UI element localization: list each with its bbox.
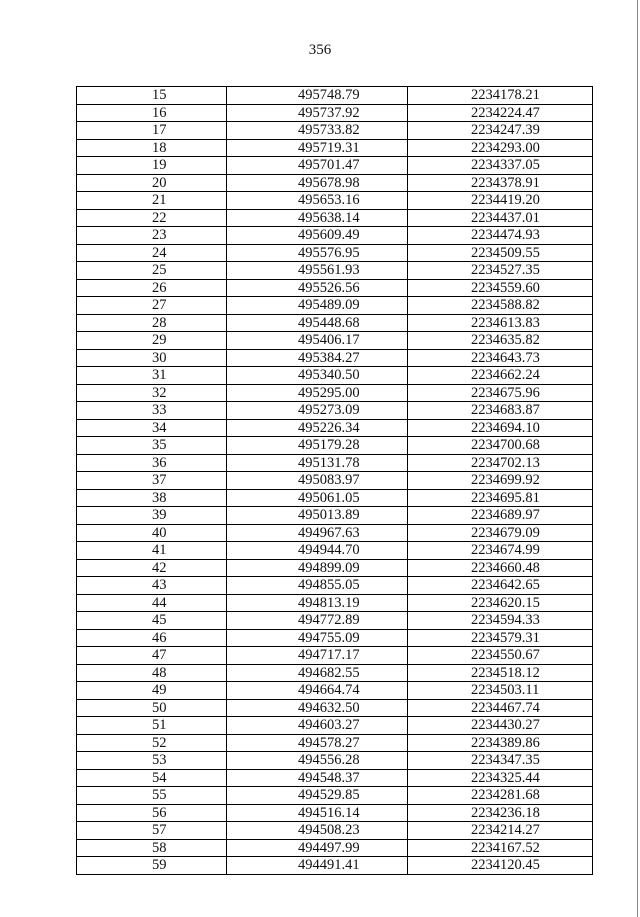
point-number-cell: 35 bbox=[77, 437, 227, 455]
table-row bbox=[77, 419, 593, 437]
page-number: 356 bbox=[308, 42, 332, 58]
x-coordinate-cell: 494548.37 bbox=[227, 769, 408, 787]
table-row bbox=[77, 139, 593, 157]
x-coordinate-cell: 495561.93 bbox=[227, 262, 408, 280]
table-row bbox=[77, 367, 593, 385]
point-number-cell: 24 bbox=[77, 244, 227, 262]
x-coordinate-cell: 495737.92 bbox=[227, 104, 408, 122]
point-number-cell: 51 bbox=[77, 717, 227, 735]
y-coordinate-cell: 2234293.00 bbox=[408, 139, 593, 157]
x-coordinate-cell: 494682.55 bbox=[227, 664, 408, 682]
point-number-cell: 16 bbox=[77, 104, 227, 122]
y-coordinate-cell: 2234467.74 bbox=[408, 699, 593, 717]
point-number-cell: 31 bbox=[77, 367, 227, 385]
table-row bbox=[77, 682, 593, 700]
y-coordinate-cell: 2234559.60 bbox=[408, 279, 593, 297]
y-coordinate-cell: 2234613.83 bbox=[408, 314, 593, 332]
y-coordinate-cell: 2234325.44 bbox=[408, 769, 593, 787]
point-number-cell: 59 bbox=[77, 857, 227, 875]
x-coordinate-cell: 495083.97 bbox=[227, 472, 408, 490]
x-coordinate-cell: 494603.27 bbox=[227, 717, 408, 735]
table-row bbox=[77, 857, 593, 875]
table-row bbox=[77, 297, 593, 315]
table-row bbox=[77, 507, 593, 525]
table-row bbox=[77, 384, 593, 402]
y-coordinate-cell: 2234437.01 bbox=[408, 209, 593, 227]
x-coordinate-cell: 495653.16 bbox=[227, 192, 408, 210]
point-number-cell: 19 bbox=[77, 157, 227, 175]
point-number-cell: 45 bbox=[77, 612, 227, 630]
x-coordinate-cell: 495733.82 bbox=[227, 122, 408, 140]
y-coordinate-cell: 2234579.31 bbox=[408, 629, 593, 647]
table-row bbox=[77, 717, 593, 735]
x-coordinate-cell: 495406.17 bbox=[227, 332, 408, 350]
x-coordinate-cell: 495448.68 bbox=[227, 314, 408, 332]
y-coordinate-cell: 2234224.47 bbox=[408, 104, 593, 122]
table-row bbox=[77, 769, 593, 787]
y-coordinate-cell: 2234594.33 bbox=[408, 612, 593, 630]
point-number-cell: 33 bbox=[77, 402, 227, 420]
point-number-cell: 53 bbox=[77, 752, 227, 770]
x-coordinate-cell: 494497.99 bbox=[227, 839, 408, 857]
y-coordinate-cell: 2234503.11 bbox=[408, 682, 593, 700]
table-row bbox=[77, 227, 593, 245]
point-number-cell: 17 bbox=[77, 122, 227, 140]
table-row bbox=[77, 804, 593, 822]
table-row bbox=[77, 472, 593, 490]
point-number-cell: 29 bbox=[77, 332, 227, 350]
y-coordinate-cell: 2234675.96 bbox=[408, 384, 593, 402]
scan-edge-line bbox=[637, 0, 638, 917]
x-coordinate-cell: 495638.14 bbox=[227, 209, 408, 227]
y-coordinate-cell: 2234683.87 bbox=[408, 402, 593, 420]
x-coordinate-cell: 494516.14 bbox=[227, 804, 408, 822]
y-coordinate-cell: 2234509.55 bbox=[408, 244, 593, 262]
x-coordinate-cell: 495701.47 bbox=[227, 157, 408, 175]
table-row bbox=[77, 839, 593, 857]
x-coordinate-cell: 495340.50 bbox=[227, 367, 408, 385]
point-number-cell: 22 bbox=[77, 209, 227, 227]
x-coordinate-cell: 494813.19 bbox=[227, 594, 408, 612]
y-coordinate-cell: 2234642.65 bbox=[408, 577, 593, 595]
x-coordinate-cell: 495719.31 bbox=[227, 139, 408, 157]
y-coordinate-cell: 2234702.13 bbox=[408, 454, 593, 472]
x-coordinate-cell: 495609.49 bbox=[227, 227, 408, 245]
table-row bbox=[77, 437, 593, 455]
x-coordinate-cell: 494556.28 bbox=[227, 752, 408, 770]
table-row bbox=[77, 244, 593, 262]
y-coordinate-cell: 2234167.52 bbox=[408, 839, 593, 857]
y-coordinate-cell: 2234378.91 bbox=[408, 174, 593, 192]
x-coordinate-cell: 495273.09 bbox=[227, 402, 408, 420]
x-coordinate-cell: 495678.98 bbox=[227, 174, 408, 192]
point-number-cell: 27 bbox=[77, 297, 227, 315]
table-row bbox=[77, 104, 593, 122]
point-number-cell: 28 bbox=[77, 314, 227, 332]
table-row bbox=[77, 822, 593, 840]
y-coordinate-cell: 2234178.21 bbox=[408, 87, 593, 105]
y-coordinate-cell: 2234419.20 bbox=[408, 192, 593, 210]
table-row bbox=[77, 122, 593, 140]
y-coordinate-cell: 2234236.18 bbox=[408, 804, 593, 822]
point-number-cell: 43 bbox=[77, 577, 227, 595]
y-coordinate-cell: 2234474.93 bbox=[408, 227, 593, 245]
point-number-cell: 49 bbox=[77, 682, 227, 700]
point-number-cell: 38 bbox=[77, 489, 227, 507]
point-number-cell: 30 bbox=[77, 349, 227, 367]
table-row bbox=[77, 279, 593, 297]
table-row bbox=[77, 332, 593, 350]
x-coordinate-cell: 495748.79 bbox=[227, 87, 408, 105]
y-coordinate-cell: 2234700.68 bbox=[408, 437, 593, 455]
point-number-cell: 15 bbox=[77, 87, 227, 105]
x-coordinate-cell: 495013.89 bbox=[227, 507, 408, 525]
y-coordinate-cell: 2234662.24 bbox=[408, 367, 593, 385]
y-coordinate-cell: 2234695.81 bbox=[408, 489, 593, 507]
table-row bbox=[77, 559, 593, 577]
point-number-cell: 25 bbox=[77, 262, 227, 280]
x-coordinate-cell: 494578.27 bbox=[227, 734, 408, 752]
point-number-cell: 39 bbox=[77, 507, 227, 525]
point-number-cell: 21 bbox=[77, 192, 227, 210]
y-coordinate-cell: 2234550.67 bbox=[408, 647, 593, 665]
table-row bbox=[77, 647, 593, 665]
y-coordinate-cell: 2234620.15 bbox=[408, 594, 593, 612]
table-row bbox=[77, 314, 593, 332]
y-coordinate-cell: 2234518.12 bbox=[408, 664, 593, 682]
table-row bbox=[77, 787, 593, 805]
point-number-cell: 47 bbox=[77, 647, 227, 665]
table-row bbox=[77, 87, 593, 105]
x-coordinate-cell: 494899.09 bbox=[227, 559, 408, 577]
point-number-cell: 40 bbox=[77, 524, 227, 542]
table-row bbox=[77, 577, 593, 595]
table-row bbox=[77, 664, 593, 682]
table-row bbox=[77, 209, 593, 227]
y-coordinate-cell: 2234699.92 bbox=[408, 472, 593, 490]
x-coordinate-cell: 494855.05 bbox=[227, 577, 408, 595]
table-row bbox=[77, 262, 593, 280]
table-row bbox=[77, 752, 593, 770]
point-number-cell: 32 bbox=[77, 384, 227, 402]
y-coordinate-cell: 2234689.97 bbox=[408, 507, 593, 525]
y-coordinate-cell: 2234247.39 bbox=[408, 122, 593, 140]
x-coordinate-cell: 494529.85 bbox=[227, 787, 408, 805]
point-number-cell: 46 bbox=[77, 629, 227, 647]
point-number-cell: 42 bbox=[77, 559, 227, 577]
point-number-cell: 55 bbox=[77, 787, 227, 805]
y-coordinate-cell: 2234281.68 bbox=[408, 787, 593, 805]
x-coordinate-cell: 495131.78 bbox=[227, 454, 408, 472]
point-number-cell: 48 bbox=[77, 664, 227, 682]
table-row bbox=[77, 349, 593, 367]
y-coordinate-cell: 2234674.99 bbox=[408, 542, 593, 560]
point-number-cell: 20 bbox=[77, 174, 227, 192]
table-row bbox=[77, 402, 593, 420]
point-number-cell: 26 bbox=[77, 279, 227, 297]
point-number-cell: 34 bbox=[77, 419, 227, 437]
table-row bbox=[77, 594, 593, 612]
y-coordinate-cell: 2234389.86 bbox=[408, 734, 593, 752]
x-coordinate-cell: 494508.23 bbox=[227, 822, 408, 840]
table-row bbox=[77, 174, 593, 192]
point-number-cell: 41 bbox=[77, 542, 227, 560]
point-number-cell: 57 bbox=[77, 822, 227, 840]
y-coordinate-cell: 2234635.82 bbox=[408, 332, 593, 350]
point-number-cell: 18 bbox=[77, 139, 227, 157]
x-coordinate-cell: 495179.28 bbox=[227, 437, 408, 455]
x-coordinate-cell: 494491.41 bbox=[227, 857, 408, 875]
x-coordinate-cell: 495061.05 bbox=[227, 489, 408, 507]
y-coordinate-cell: 2234347.35 bbox=[408, 752, 593, 770]
table-row bbox=[77, 699, 593, 717]
coordinates-table bbox=[76, 86, 593, 875]
y-coordinate-cell: 2234694.10 bbox=[408, 419, 593, 437]
y-coordinate-cell: 2234643.73 bbox=[408, 349, 593, 367]
y-coordinate-cell: 2234430.27 bbox=[408, 717, 593, 735]
table-row bbox=[77, 612, 593, 630]
x-coordinate-cell: 494755.09 bbox=[227, 629, 408, 647]
x-coordinate-cell: 494944.70 bbox=[227, 542, 408, 560]
table-row bbox=[77, 157, 593, 175]
x-coordinate-cell: 495576.95 bbox=[227, 244, 408, 262]
point-number-cell: 56 bbox=[77, 804, 227, 822]
x-coordinate-cell: 495526.56 bbox=[227, 279, 408, 297]
point-number-cell: 23 bbox=[77, 227, 227, 245]
table-row bbox=[77, 542, 593, 560]
point-number-cell: 54 bbox=[77, 769, 227, 787]
table-row bbox=[77, 524, 593, 542]
y-coordinate-cell: 2234527.35 bbox=[408, 262, 593, 280]
y-coordinate-cell: 2234337.05 bbox=[408, 157, 593, 175]
table-row bbox=[77, 489, 593, 507]
x-coordinate-cell: 494664.74 bbox=[227, 682, 408, 700]
x-coordinate-cell: 494717.17 bbox=[227, 647, 408, 665]
point-number-cell: 44 bbox=[77, 594, 227, 612]
point-number-cell: 52 bbox=[77, 734, 227, 752]
point-number-cell: 37 bbox=[77, 472, 227, 490]
y-coordinate-cell: 2234214.27 bbox=[408, 822, 593, 840]
x-coordinate-cell: 494772.89 bbox=[227, 612, 408, 630]
x-coordinate-cell: 495384.27 bbox=[227, 349, 408, 367]
y-coordinate-cell: 2234120.45 bbox=[408, 857, 593, 875]
x-coordinate-cell: 494632.50 bbox=[227, 699, 408, 717]
table-row bbox=[77, 192, 593, 210]
table-row bbox=[77, 629, 593, 647]
x-coordinate-cell: 495226.34 bbox=[227, 419, 408, 437]
coordinates-table-body bbox=[77, 87, 593, 875]
y-coordinate-cell: 2234679.09 bbox=[408, 524, 593, 542]
table-row bbox=[77, 734, 593, 752]
y-coordinate-cell: 2234660.48 bbox=[408, 559, 593, 577]
point-number-cell: 50 bbox=[77, 699, 227, 717]
x-coordinate-cell: 495295.00 bbox=[227, 384, 408, 402]
point-number-cell: 36 bbox=[77, 454, 227, 472]
y-coordinate-cell: 2234588.82 bbox=[408, 297, 593, 315]
x-coordinate-cell: 495489.09 bbox=[227, 297, 408, 315]
point-number-cell: 58 bbox=[77, 839, 227, 857]
table-row bbox=[77, 454, 593, 472]
x-coordinate-cell: 494967.63 bbox=[227, 524, 408, 542]
